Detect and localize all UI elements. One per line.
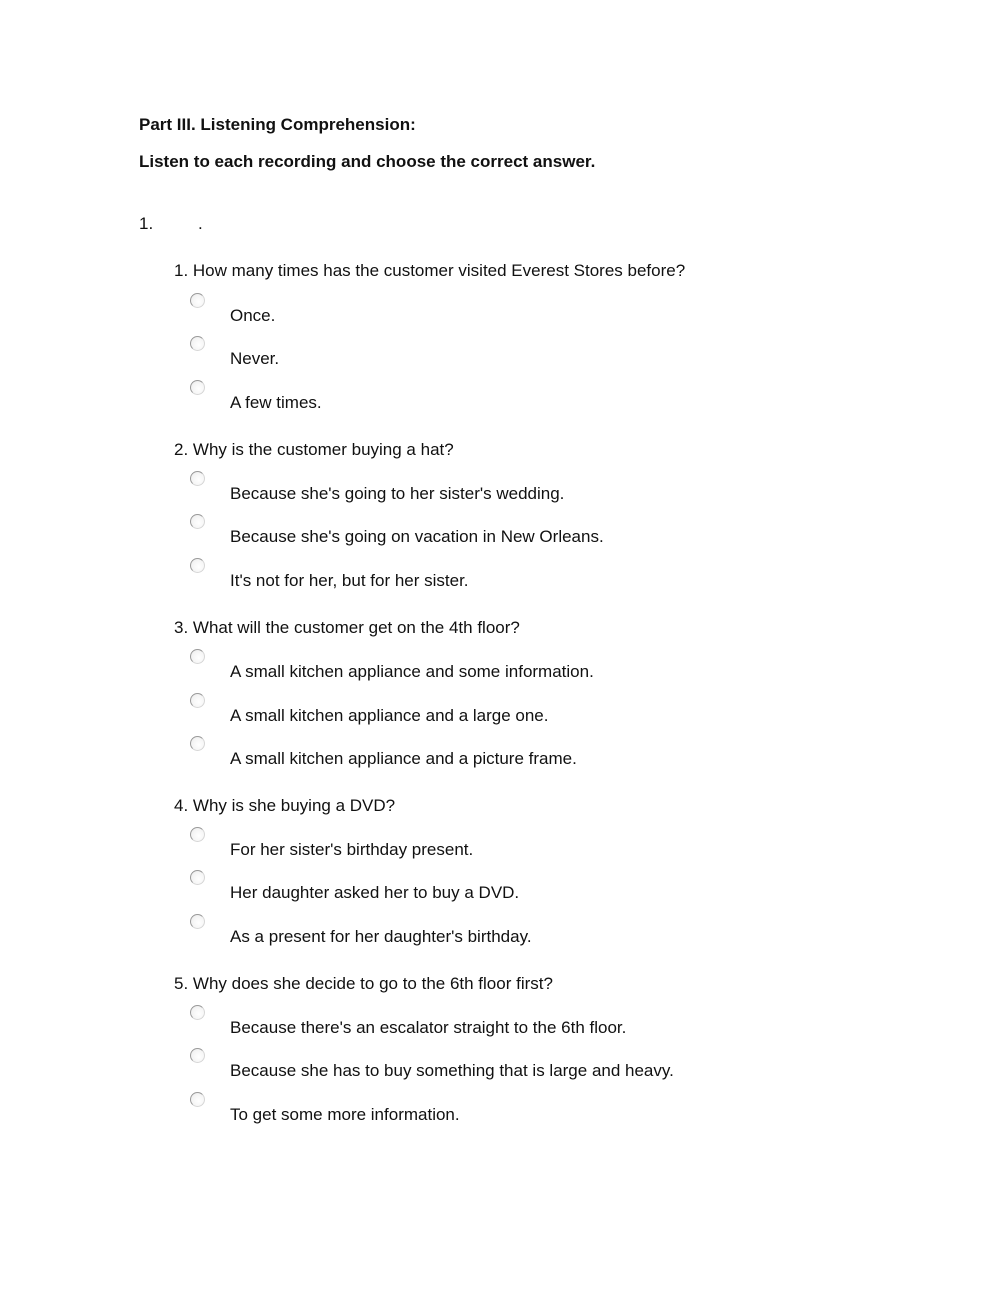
answer-option[interactable] <box>188 827 788 867</box>
radio-button[interactable] <box>190 336 205 351</box>
option-label: A few times. <box>230 393 322 412</box>
answer-option[interactable] <box>188 471 788 511</box>
radio-button[interactable] <box>190 558 205 573</box>
radio-button[interactable] <box>190 649 205 664</box>
answer-option[interactable] <box>188 336 788 376</box>
option-label: Because she has to buy something that is large and heavy. <box>230 1061 674 1080</box>
radio-button[interactable] <box>190 827 205 842</box>
question-text: 2. Why is the customer buying a hat? <box>174 440 454 459</box>
answer-option[interactable] <box>188 380 788 420</box>
section-number: 1. <box>139 214 154 233</box>
answer-option[interactable] <box>188 736 788 776</box>
question-text: 5. Why does she decide to go to the 6th floor first? <box>174 974 553 993</box>
answer-option[interactable] <box>188 1092 788 1132</box>
option-label: Once. <box>230 306 276 325</box>
instructions: Listen to each recording and choose the correct answer. <box>139 152 596 171</box>
question-text: 1. How many times has the customer visited Everest Stores before? <box>174 261 686 280</box>
option-label: A small kitchen appliance and some information. <box>230 662 594 681</box>
answer-option[interactable] <box>188 1048 788 1088</box>
answer-option[interactable] <box>188 1005 788 1045</box>
radio-button[interactable] <box>190 870 205 885</box>
option-label: Because she's going to her sister's wedding. <box>230 484 565 503</box>
answer-option[interactable] <box>188 649 788 689</box>
option-label: Her daughter asked her to buy a DVD. <box>230 883 520 902</box>
radio-button[interactable] <box>190 471 205 486</box>
radio-button[interactable] <box>190 380 205 395</box>
radio-button[interactable] <box>190 1092 205 1107</box>
radio-button[interactable] <box>190 693 205 708</box>
option-label: As a present for her daughter's birthday. <box>230 927 532 946</box>
radio-button[interactable] <box>190 293 205 308</box>
option-label: A small kitchen appliance and a picture frame. <box>230 749 577 768</box>
option-label: Because she's going on vacation in New Orleans. <box>230 527 604 546</box>
option-label: Because there's an escalator straight to the 6th floor. <box>230 1018 627 1037</box>
answer-option[interactable] <box>188 693 788 733</box>
audio-placeholder: . <box>198 214 203 233</box>
radio-button[interactable] <box>190 736 205 751</box>
answer-option[interactable] <box>188 293 788 333</box>
answer-option[interactable] <box>188 914 788 954</box>
question-text: 3. What will the customer get on the 4th floor? <box>174 618 520 637</box>
option-label: Never. <box>230 349 280 368</box>
answer-option[interactable] <box>188 870 788 910</box>
radio-button[interactable] <box>190 1048 205 1063</box>
radio-button[interactable] <box>190 914 205 929</box>
option-label: A small kitchen appliance and a large one. <box>230 706 549 725</box>
answer-option[interactable] <box>188 558 788 598</box>
option-label: It's not for her, but for her sister. <box>230 571 469 590</box>
radio-button[interactable] <box>190 514 205 529</box>
option-label: To get some more information. <box>230 1105 460 1124</box>
question-text: 4. Why is she buying a DVD? <box>174 796 396 815</box>
radio-button[interactable] <box>190 1005 205 1020</box>
option-label: For her sister's birthday present. <box>230 840 474 859</box>
answer-option[interactable] <box>188 514 788 554</box>
page-title: Part III. Listening Comprehension: <box>139 115 416 134</box>
